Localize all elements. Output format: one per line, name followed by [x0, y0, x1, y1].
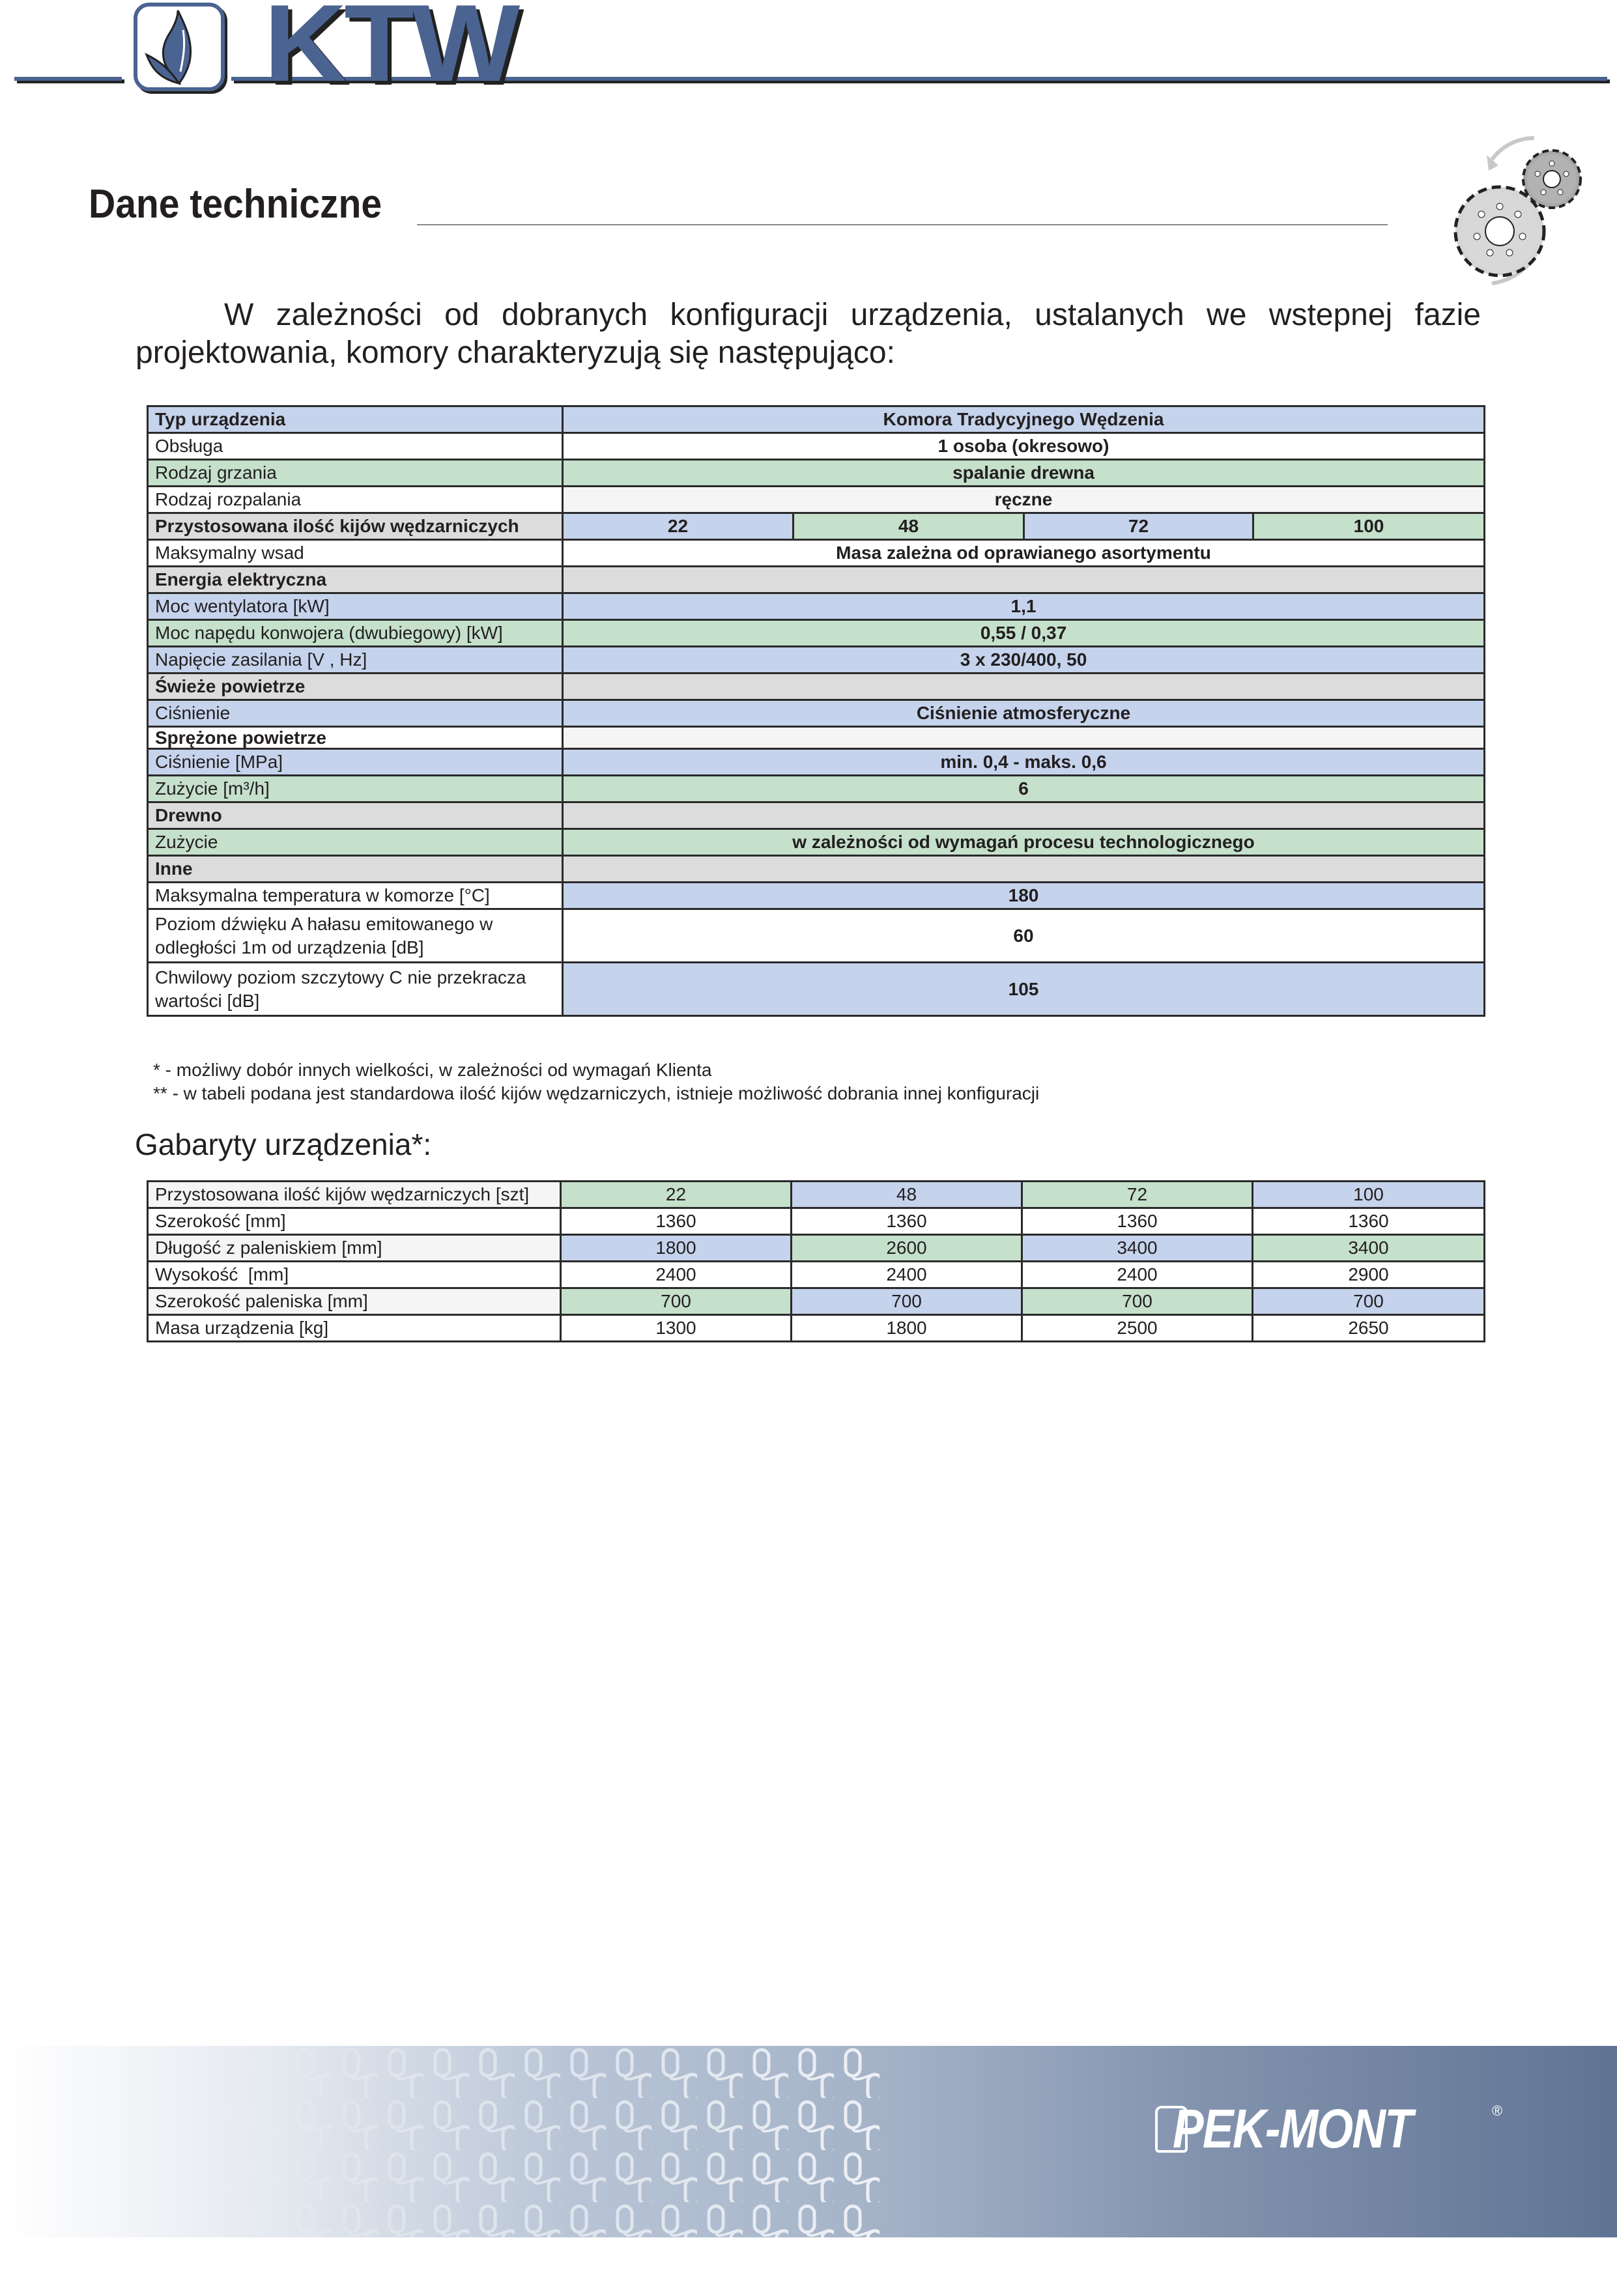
row-label: Rodzaj rozpalania	[148, 487, 563, 513]
row-value: 100	[1253, 513, 1485, 540]
table-row	[148, 487, 1485, 513]
table-row	[148, 700, 1485, 727]
cell: 700	[561, 1288, 792, 1315]
cell: 2900	[1253, 1262, 1485, 1288]
table-row	[148, 1288, 1485, 1315]
row-label: Poziom dźwięku A hałasu emitowanego w odległości 1m od urządzenia [dB]	[148, 909, 563, 963]
cell: 2600	[792, 1235, 1022, 1262]
title-rule	[417, 224, 1388, 225]
cell: 3400	[1253, 1235, 1485, 1262]
table-row	[148, 1235, 1485, 1262]
cell: 1360	[1253, 1208, 1485, 1235]
table-row	[148, 1208, 1485, 1235]
footnote: * - możliwy dobór innych wielkości, w zależności od wymagań Klienta	[153, 1060, 712, 1080]
cell: 1360	[1022, 1208, 1253, 1235]
table-row	[148, 802, 1485, 829]
cell: 700	[1253, 1288, 1485, 1315]
table-row	[148, 620, 1485, 647]
cell: 2650	[1253, 1315, 1485, 1342]
row-label: Ciśnienie [MPa]	[148, 749, 563, 776]
intro-paragraph	[136, 296, 1481, 372]
row-value	[563, 673, 1485, 700]
cell: 22	[561, 1182, 792, 1208]
table-row	[148, 1182, 1485, 1208]
row-value: 0,55 / 0,37	[563, 620, 1485, 647]
registered-mark: ®	[1492, 2103, 1503, 2119]
table-row	[148, 567, 1485, 593]
table-row	[148, 593, 1485, 620]
cell: 1300	[561, 1315, 792, 1342]
cell: 700	[792, 1288, 1022, 1315]
brand-logo: KTW	[264, 0, 518, 104]
row-label: Ciśnienie	[148, 700, 563, 727]
section-label: Sprężone powietrze	[148, 727, 563, 749]
row-value: 1,1	[563, 593, 1485, 620]
row-value: 180	[563, 883, 1485, 909]
row-label: Zużycie [m³/h]	[148, 776, 563, 802]
row-label: Przystosowana ilość kijów wędzarniczych	[148, 513, 563, 540]
table-row	[148, 433, 1485, 460]
table-row	[148, 406, 1485, 433]
row-label: Długość z paleniskiem [mm]	[148, 1235, 561, 1262]
cell: 100	[1253, 1182, 1485, 1208]
row-value: 1 osoba (okresowo)	[563, 433, 1485, 460]
table-row	[148, 647, 1485, 673]
row-value: Komora Tradycyjnego Wędzenia	[563, 406, 1485, 433]
cell: 3400	[1022, 1235, 1253, 1262]
row-value	[563, 567, 1485, 593]
row-value: 3 x 230/400, 50	[563, 647, 1485, 673]
row-label: Typ urządzenia	[148, 406, 563, 433]
row-label: Moc napędu konwojera (dwubiegowy) [kW]	[148, 620, 563, 647]
cell: 2400	[1022, 1262, 1253, 1288]
footer-brand: PEK-MONT	[1173, 2098, 1412, 2159]
row-value: w zależności od wymagań procesu technologicznego	[563, 829, 1485, 856]
table-row	[148, 909, 1485, 963]
row-label: Moc wentylatora [kW]	[148, 593, 563, 620]
intro-line-1: W zależności od dobranych konfiguracji urządzenia, ustalanych we wstepnej fazie	[224, 298, 1481, 332]
row-value: ręczne	[563, 487, 1485, 513]
gears-icon	[1407, 124, 1603, 287]
row-value: 72	[1024, 513, 1253, 540]
section-label: Świeże powietrze	[148, 673, 563, 700]
section-label: Inne	[148, 856, 563, 883]
footnote: ** - w tabeli podana jest standardowa ilość kijów wędzarniczych, istnieje możliwość dobrania innej konfiguracji	[153, 1083, 1040, 1103]
row-value	[563, 727, 1485, 749]
table-row	[148, 856, 1485, 883]
intro-line-2: projektowania, komory charakteryzują się następująco:	[136, 335, 895, 370]
row-value: spalanie drewna	[563, 460, 1485, 487]
page-title: Dane techniczne	[89, 182, 382, 227]
row-value	[563, 802, 1485, 829]
section-label: Energia elektryczna	[148, 567, 563, 593]
row-label: Szerokość paleniska [mm]	[148, 1288, 561, 1315]
section-label: Drewno	[148, 802, 563, 829]
footnotes	[153, 1058, 1039, 1105]
table-row	[148, 460, 1485, 487]
cell: 72	[1022, 1182, 1253, 1208]
dimensions-title: Gabaryty urządzenia*:	[135, 1127, 432, 1161]
row-value: Masa zależna od oprawianego asortymentu	[563, 540, 1485, 567]
cell: 2400	[561, 1262, 792, 1288]
table-row	[148, 829, 1485, 856]
cell: 48	[792, 1182, 1022, 1208]
row-label: Chwilowy poziom szczytowy C nie przekracza wartości [dB]	[148, 963, 563, 1016]
cell: 700	[1022, 1288, 1253, 1315]
table-row	[148, 540, 1485, 567]
row-label: Wysokość [mm]	[148, 1262, 561, 1288]
cell: 2400	[792, 1262, 1022, 1288]
cell: 1800	[792, 1315, 1022, 1342]
row-value: 48	[794, 513, 1024, 540]
cell: 1360	[792, 1208, 1022, 1235]
row-value: Ciśnienie atmosferyczne	[563, 700, 1485, 727]
row-label: Zużycie	[148, 829, 563, 856]
row-label: Napięcie zasilania [V , Hz]	[148, 647, 563, 673]
header-rule-left	[14, 77, 122, 81]
row-value	[563, 856, 1485, 883]
row-value: 60	[563, 909, 1485, 963]
table-row	[148, 727, 1485, 749]
row-value: 6	[563, 776, 1485, 802]
table-row	[148, 749, 1485, 776]
table-row	[148, 883, 1485, 909]
chain-pattern-icon	[195, 2046, 886, 2237]
row-label: Maksymalny wsad	[148, 540, 563, 567]
table-row	[148, 673, 1485, 700]
row-value: min. 0,4 - maks. 0,6	[563, 749, 1485, 776]
table-row	[148, 963, 1485, 1016]
row-label: Przystosowana ilość kijów wędzarniczych [szt]	[148, 1182, 561, 1208]
cell: 2500	[1022, 1315, 1253, 1342]
row-label: Maksymalna temperatura w komorze [°C]	[148, 883, 563, 909]
row-value: 105	[563, 963, 1485, 1016]
row-value: 22	[563, 513, 794, 540]
flame-leaf-icon	[134, 3, 225, 91]
row-label: Rodzaj grzania	[148, 460, 563, 487]
row-label: Masa urządzenia [kg]	[148, 1315, 561, 1342]
table-row	[148, 513, 1485, 540]
table-row	[148, 1315, 1485, 1342]
cell: 1360	[561, 1208, 792, 1235]
spec-table	[147, 405, 1485, 1017]
dimensions-table	[147, 1180, 1485, 1342]
row-label: Obsługa	[148, 433, 563, 460]
table-row	[148, 1262, 1485, 1288]
cell: 1800	[561, 1235, 792, 1262]
table-row	[148, 776, 1485, 802]
row-label: Szerokość [mm]	[148, 1208, 561, 1235]
